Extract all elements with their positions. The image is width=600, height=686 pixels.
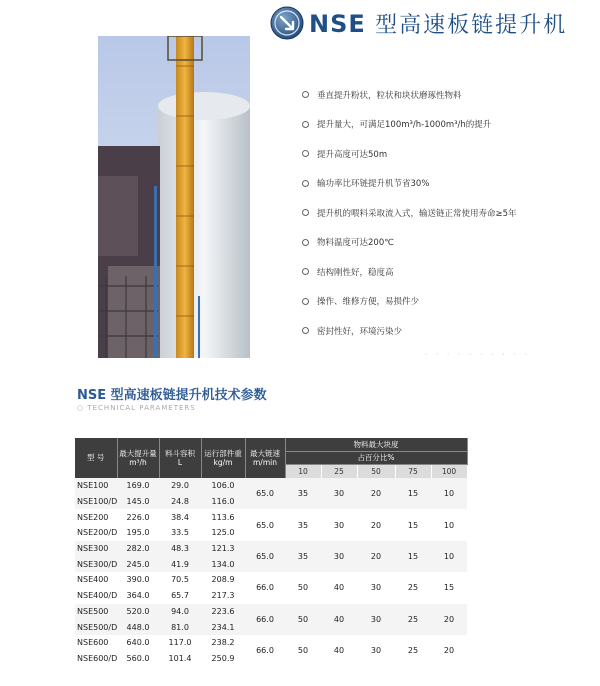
bullet-icon: [302, 91, 309, 98]
table-row: NSE100 169.0 29.0 106.0 65.0 35 30 20 15 10: [75, 478, 467, 494]
bullet-icon: [302, 268, 309, 275]
product-photo: [98, 36, 250, 358]
col-header-percent: 占百分比%: [285, 451, 467, 464]
col-header-p100: 100: [431, 464, 467, 478]
subtitle-bullet-icon: ○: [77, 404, 88, 412]
bullet-icon: [302, 180, 309, 187]
page-title: [309, 8, 567, 39]
feature-item: 提升量大，可满足100m³/h-1000m³/h的提升: [302, 110, 582, 140]
feature-item: 物料温度可达200℃: [302, 228, 582, 258]
feature-item: 输功率比环链提升机节省30%: [302, 169, 582, 199]
table-row: NSE200/D 195.0 33.5 125.0: [77, 528, 235, 538]
table-row: NSE600/D 560.0 101.4 250.9: [77, 653, 235, 663]
table-row: NSE300 282.0 48.3 121.3 65.0 35 30 20 15 10: [75, 541, 467, 557]
bullet-icon: [302, 209, 309, 216]
feature-item: 提升机的喂料采取流入式，输送链正常使用寿命≥5年: [302, 198, 582, 228]
table-row: NSE200 226.0 38.4 113.6 65.0 35 30 20 15 10: [77, 512, 455, 530]
col-header-model: 型 号: [75, 438, 117, 478]
feature-item: 垂直提升粉状，粒状和块状磨琢性物料: [302, 80, 582, 110]
bullet-icon: [302, 327, 309, 334]
bullet-icon: [302, 150, 309, 157]
brand-name: NSE: [309, 10, 366, 38]
table-row: NSE100/D 145.0 24.8 116.0: [75, 494, 467, 510]
title-text: 型高速板链提升机: [375, 13, 568, 38]
col-header-speed: 最大链速 m/min: [245, 438, 285, 478]
table-row: NSE600 640.0 117.0 238.2 66.0 50 40 30 25 20: [77, 638, 455, 656]
table-row: NSE500 520.0 94.0 223.6 66.0 50 40 30 25 20: [75, 604, 467, 620]
table-row: NSE400/D 364.0 65.7 217.3: [77, 591, 235, 601]
table-title: [77, 384, 267, 403]
bullet-icon: [302, 298, 309, 305]
table-subtitle: ○ TECHNICAL PARAMETERS: [77, 404, 196, 412]
table-row: NSE500/D 448.0 81.0 234.1: [75, 619, 467, 635]
col-header-p10: 10: [285, 464, 321, 478]
feature-item: 结构刚性好，稳度高: [302, 257, 582, 287]
features-list: [302, 80, 582, 346]
col-header-p75: 75: [395, 464, 431, 478]
table-row: NSE300/D 245.0 41.9 134.0: [75, 556, 467, 572]
feature-item: 密封性好，环境污染少: [302, 316, 582, 346]
table-title-brand: NSE: [77, 388, 107, 403]
bullet-icon: [302, 121, 309, 128]
faded-footer-text: · · · · · · · · · ·: [424, 350, 530, 359]
table-row: NSE400 390.0 70.5 208.9 66.0 50 40 30 25 15: [77, 575, 455, 593]
col-header-p25: 25: [321, 464, 357, 478]
parameters-table: [75, 438, 468, 666]
col-header-volume: 料斗容积 L: [159, 438, 201, 478]
col-header-weight: 运行部件重 kg/m: [201, 438, 245, 478]
feature-item: 提升高度可达50m: [302, 139, 582, 169]
feature-item: 操作、维修方便，易损件少: [302, 287, 582, 317]
col-header-p50: 50: [357, 464, 395, 478]
col-header-lump-size: 物料最大块度: [285, 438, 467, 451]
col-header-capacity: 最大提升量 m³/h: [117, 438, 159, 478]
brand-logo-icon: [270, 6, 304, 40]
table-title-text: 型高速板链提升机技术参数: [110, 388, 267, 403]
bullet-icon: [302, 239, 309, 246]
